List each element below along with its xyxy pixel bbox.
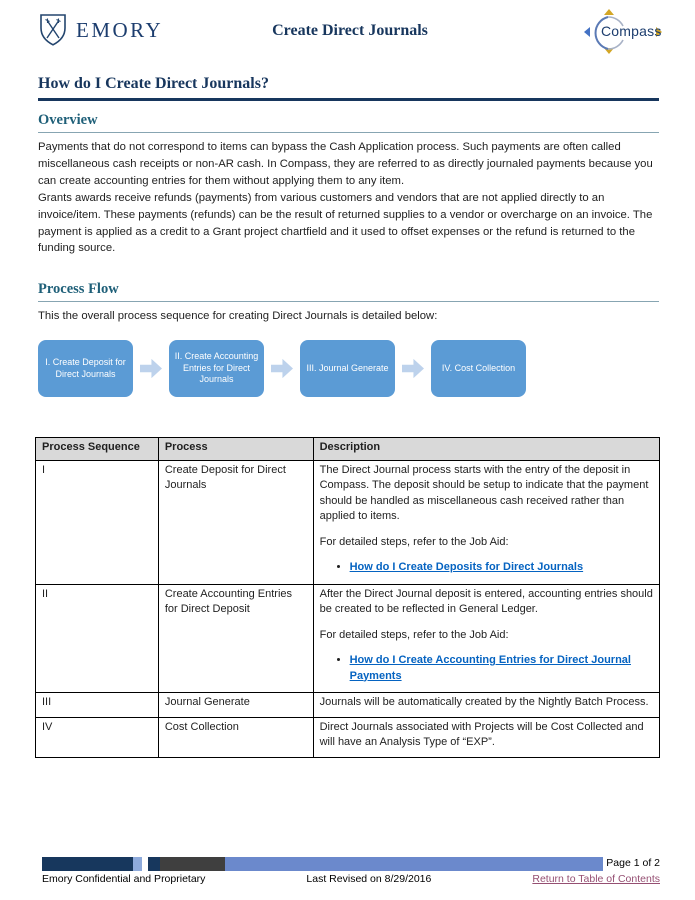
- flow-arrow-3: [395, 358, 431, 379]
- table-row: [36, 717, 660, 757]
- page-number: Page 1 of 2: [606, 857, 660, 869]
- column-header-description: Description: [313, 438, 659, 461]
- overview-heading: Overview: [38, 112, 659, 133]
- compass-logo: [584, 10, 662, 56]
- right-arrow-icon: [140, 358, 162, 379]
- compass-left-arrow-icon: [584, 27, 590, 37]
- right-arrow-icon: [402, 358, 424, 379]
- footer-bar-segment-blue: [225, 857, 603, 871]
- last-revised-label: Last Revised on 8/29/2016: [306, 873, 432, 885]
- seq-cell: I: [36, 460, 159, 584]
- confidential-label: Emory Confidential and Proprietary: [42, 873, 206, 885]
- column-header-process: Process: [158, 438, 313, 461]
- process-cell: Create Accounting Entries for Direct Deposit: [158, 584, 313, 693]
- description-cell: [313, 460, 659, 584]
- jobaid-link-accounting-entries[interactable]: How do I Create Accounting Entries for Direct Journal Payments: [349, 654, 631, 682]
- compass-logo-text: Compass: [601, 23, 662, 39]
- seq-cell: III: [36, 693, 159, 718]
- description-cell: [313, 584, 659, 693]
- table-row: [36, 693, 660, 718]
- flow-step-3: III. Journal Generate: [300, 340, 395, 397]
- emory-logo-text: EMORY: [76, 17, 164, 42]
- table-row: [36, 460, 660, 584]
- jobaid-text: For detailed steps, refer to the Job Aid:: [319, 535, 509, 548]
- description-text: Direct Journals associated with Projects will be Cost Collected and will have an Analysis Type of “EXP”.: [319, 720, 644, 748]
- process-flow-intro: This the overall process sequence for creating Direct Journals is detailed below:: [38, 310, 438, 322]
- description-text: After the Direct Journal deposit is entered, accounting entries should be created to be reflected in General Ledger.: [319, 587, 653, 615]
- jobaid-text: For detailed steps, refer to the Job Aid:: [319, 628, 509, 641]
- process-table: [35, 437, 660, 758]
- footer-labels: [42, 873, 660, 885]
- column-header-process-sequence: Process Sequence: [36, 438, 159, 461]
- process-flow-heading: Process Flow: [38, 281, 659, 302]
- table-header-row: [36, 438, 660, 461]
- footer-bar-segment-navy: [42, 857, 133, 871]
- process-cell: Cost Collection: [158, 717, 313, 757]
- description-text: The Direct Journal process starts with the entry of the deposit in Compass. The deposit should be setup to indicate that the payment should be handled as miscellaneous cash received rather than applied to items.: [319, 463, 649, 522]
- return-to-toc-link[interactable]: Return to Table of Contents: [532, 873, 660, 885]
- page-title: How do I Create Direct Journals?: [38, 75, 659, 101]
- description-cell: [313, 693, 659, 718]
- footer-decoration-bar: [42, 857, 603, 871]
- table-row: [36, 584, 660, 693]
- jobaid-link-deposits[interactable]: How do I Create Deposits for Direct Journals: [349, 561, 584, 573]
- overview-paragraph-2: Grants awards receive refunds (payments) from various customers and vendors that are not applied directly to an invoice/item. These payments (refunds) can be the result of returned supplies to a vendor or overcharge on an invoice. The payment is applied as a credit to a Grant project chartfield and it used to offset expenses or the refund is returned to the funding source.: [38, 192, 653, 255]
- footer-bar-segment-navy-small: [148, 857, 160, 871]
- footer-bar-segment-lightblue: [133, 857, 142, 871]
- process-flow-diagram: [38, 340, 526, 397]
- flow-step-2: II. Create Accounting Entries for Direct Journals: [169, 340, 264, 397]
- description-cell: [313, 717, 659, 757]
- document-title: Create Direct Journals: [272, 22, 428, 39]
- flow-step-4: IV. Cost Collection: [431, 340, 526, 397]
- right-arrow-icon: [271, 358, 293, 379]
- seq-cell: II: [36, 584, 159, 693]
- process-cell: Create Deposit for Direct Journals: [158, 460, 313, 584]
- flow-arrow-1: [133, 358, 169, 379]
- flow-arrow-2: [264, 358, 300, 379]
- overview-paragraph-1: Payments that do not correspond to items can bypass the Cash Application process. Such payments are often called miscellaneous cash receipts or non-AR cash. In Compass, they are referred to as directly journaled payments because you can create accounting entries for them without applying them to any item.: [38, 141, 653, 187]
- description-text: Journals will be automatically created by the Nightly Batch Process.: [319, 696, 649, 708]
- footer-bar-segment-gray: [160, 857, 225, 871]
- footer-bar-row: [42, 857, 660, 871]
- seq-cell: IV: [36, 717, 159, 757]
- process-cell: Journal Generate: [158, 693, 313, 718]
- flow-step-1: I. Create Deposit for Direct Journals: [38, 340, 133, 397]
- document-header: [38, 10, 662, 58]
